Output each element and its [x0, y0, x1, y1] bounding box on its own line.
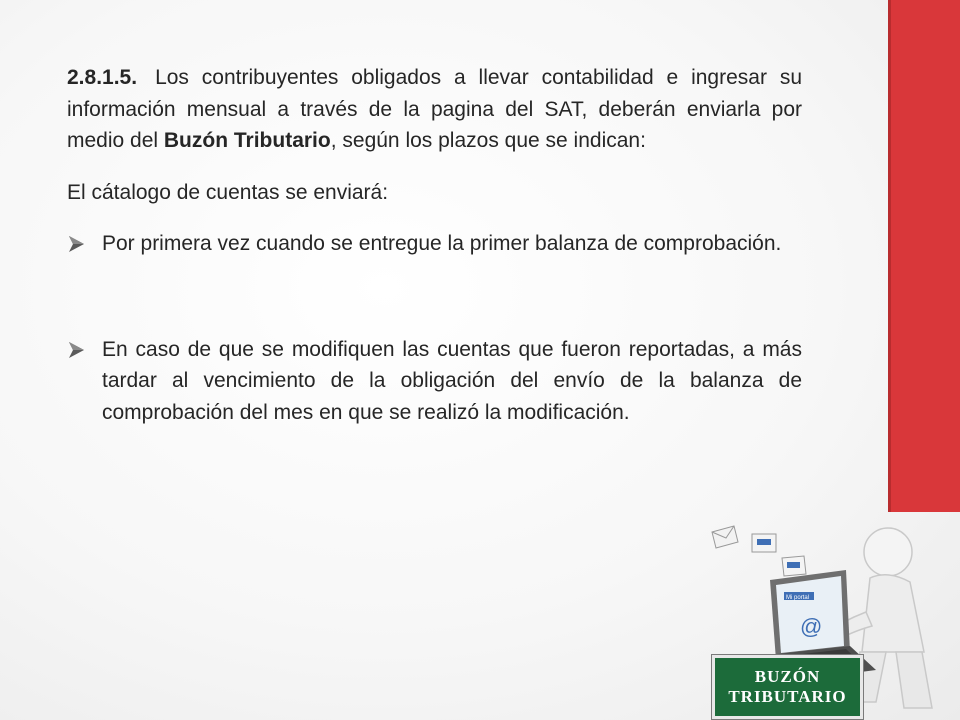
- buzon-tributario-emphasis: Buzón Tributario: [163, 129, 331, 152]
- intro-text-start: Los contribuyentes obligados a llevar contabilidad e ingresar su información mensual a través de la pagina del SAT, deberán enviarla por medio del: [67, 66, 802, 152]
- bullet-item-first-submission: [67, 228, 802, 260]
- rule-number: 2.8.1.5.: [67, 66, 138, 89]
- intro-paragraph: [67, 62, 802, 157]
- envelope-icon: [782, 556, 806, 576]
- logo-line-2: TRIBUTARIO: [728, 687, 847, 706]
- buzon-tributario-logo: [712, 655, 863, 719]
- intro-text-end: , según los plazos que se indican:: [330, 129, 646, 152]
- screen-label: Mi portal: [786, 595, 810, 601]
- arrow-bullet-icon: [67, 341, 85, 359]
- arrow-bullet-icon: [67, 235, 85, 253]
- at-symbol-icon: @: [800, 614, 823, 639]
- envelope-icon: [712, 526, 738, 548]
- bullet-text: Por primera vez cuando se entregue la primer balanza de comprobación.: [102, 232, 782, 255]
- logo-line-1: BUZÓN: [754, 667, 821, 686]
- bullet-text: En caso de que se modifiquen las cuentas que fueron reportadas, a más tardar al vencimiento de la obligación del envío de la balanza de comprobación del mes en que se realizó la modificación.: [102, 337, 802, 424]
- decorative-red-bar: [888, 0, 960, 512]
- catalog-heading: El cátalogo de cuentas se enviará:: [67, 180, 389, 204]
- bullet-item-modification: [67, 334, 802, 429]
- slide-body: [67, 62, 802, 448]
- envelope-icon: [752, 534, 776, 552]
